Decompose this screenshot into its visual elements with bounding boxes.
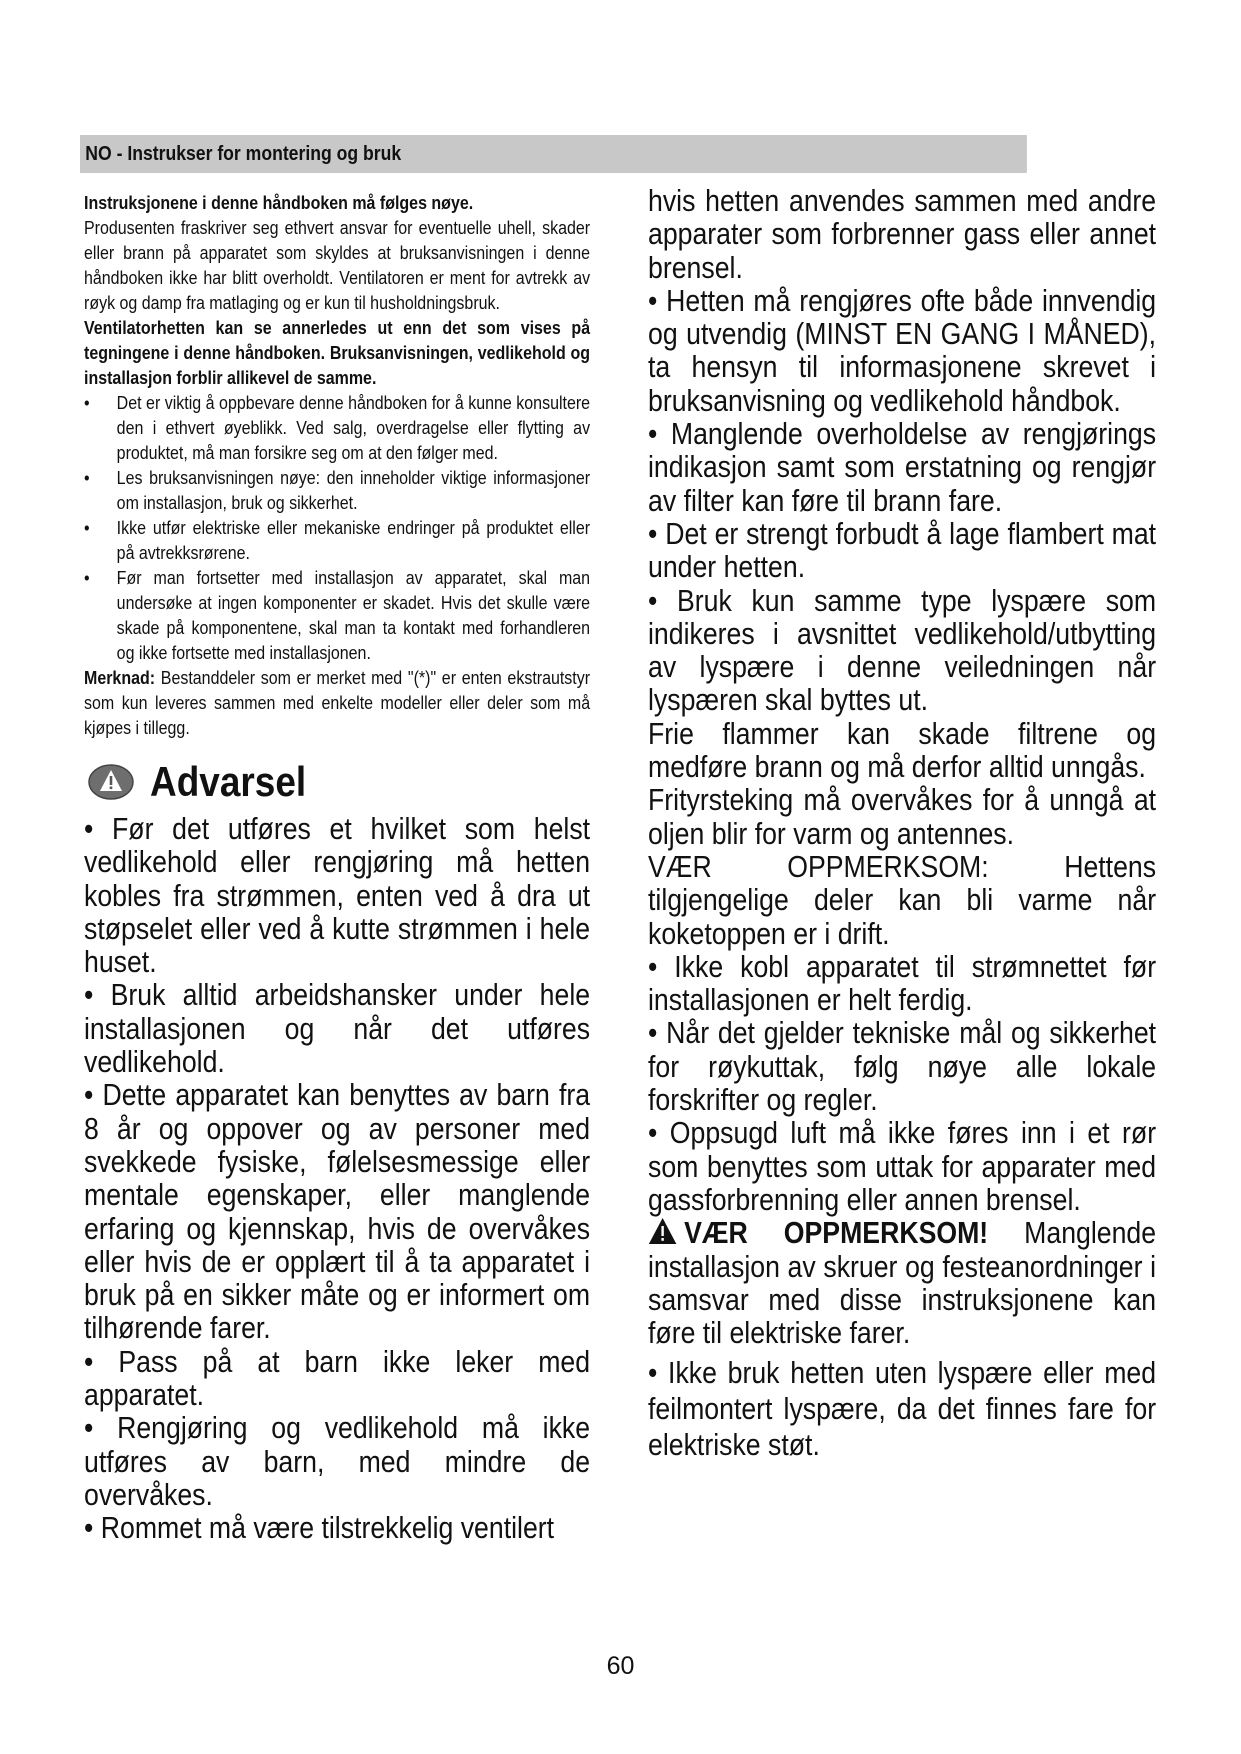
right-column	[648, 184, 1156, 1463]
paragraph: • Bruk kun samme type lyspære som indikeres i avsnittet vedlikehold/utbytting av lyspære i denne veiledningen når lyspæren skal byttes ut.	[648, 582, 1157, 718]
warning-icon	[88, 764, 134, 800]
list-item: • Les bruksanvisningen nøye: den inneholder viktige informasjoner om installasjon, bruk og sikkerhet.	[84, 467, 591, 513]
paragraph: • Det er strengt forbudt å lage flambert mat under hetten.	[648, 515, 1157, 585]
section-header	[80, 135, 1027, 173]
note-label: Merknad:	[84, 667, 156, 688]
caution-text: Manglende installasjon av skruer og festeanordninger i samsvar med disse instruksjonene kan føre til elektriske farer.	[648, 1215, 1157, 1351]
warning-item: • Bruk alltid arbeidshansker under hele installasjonen og når det utføres vedlikehold.	[84, 977, 591, 1080]
note-text: Bestanddeler som er merket med "(*)" er enten ekstrautstyr som kun leveres sammen med enkelte modeller eller deler som må kjøpes i tillegg.	[84, 667, 591, 738]
page-number: 60	[606, 1652, 635, 1680]
warning-item: • Før det utføres et hvilket som helst vedlikehold eller rengjøring må hetten kobles fra strømmen, enten ved å dra ut støpselet eller ved å kutte strømmen i hele huset.	[84, 811, 591, 980]
paragraph: • Ikke kobl apparatet til strømnettet før installasjonen er helt ferdig.	[648, 948, 1157, 1018]
paragraph: • Manglende overholdelse av rengjørings indikasjon samt som erstatning og rengjør av filter kan føre til brann fare.	[648, 416, 1157, 518]
list-item: • Ikke utfør elektriske eller mekaniske endringer på produktet eller på avtrekksrørene.	[84, 517, 591, 563]
warning-list	[84, 812, 590, 1545]
caution-label: VÆR OPPMERKSOM!	[684, 1215, 989, 1251]
intro-bold: Instruksjonene i denne håndboken må følges nøye.	[84, 192, 474, 213]
section-title: NO - Instrukser for montering og bruk	[85, 143, 402, 165]
paragraph: • Oppsugd luft må ikke føres inn i et rør som benyttes som uttak for apparater med gassforbrenning eller annen brensel.	[648, 1115, 1157, 1217]
warning-title: Advarsel	[150, 758, 307, 805]
note	[84, 665, 590, 740]
warning-item: • Rommet må være tilstrekkelig ventilert	[84, 1510, 555, 1546]
warning-item: • Pass på at barn ikke leker med apparatet.	[84, 1343, 591, 1413]
caution-triangle-icon	[648, 1217, 677, 1245]
list-item-text: Det er viktig å oppbevare denne håndboken for å kunne konsultere den i ethvert øyeblikk. Ved salg, overdragelse eller flytting av produktet, må man forsikre seg om at den følger med.	[116, 392, 591, 463]
list-item: • Det er viktig å oppbevare denne håndboken for å kunne konsultere den i ethvert øyeblikk. Ved salg, overdragelse eller flytting av produktet, må man forsikre seg om at den følger med.	[84, 392, 591, 463]
warning-item: • Dette apparatet kan benyttes av barn fra 8 år og oppover og av personer med svekkede fysiske, følelsesmessige eller mentale egenskaper, eller manglende erfaring og kjennskap, hvis de overvåkes eller hvis de er opplært til å ta apparatet i bruk på en sikker måte og er informert om tilhørende farer.	[84, 1077, 591, 1346]
intro-block	[84, 190, 590, 740]
intro-text: Produsenten fraskriver seg ethvert ansvar for eventuelle uhell, skader eller brann på apparatet som skyldes at bruksanvisningen i denne håndboken ikke har blitt overholdt. Ventilatoren er ment for avtrekk av røyk og damp fra matlaging og er kun til husholdningsbruk.	[84, 217, 591, 313]
paragraph: Frityrsteking må overvåkes for å unngå at oljen blir for varm og antennes.	[648, 782, 1157, 851]
left-column	[84, 190, 590, 1545]
paragraph: Frie flammer kan skade filtrene og medføre brann og må derfor alltid unngås.	[648, 715, 1157, 785]
paragraph: • Når det gjelder tekniske mål og sikkerhet for røykuttak, følg nøye alle lokale forskrifter og regler.	[648, 1015, 1157, 1118]
paragraph: VÆR OPPMERKSOM: Hettens tilgjengelige deler kan bli varme når koketoppen er i drift.	[648, 848, 1157, 951]
list-item-text: Ikke utfør elektriske eller mekaniske endringer på produktet eller på avtrekksrørene.	[116, 517, 591, 563]
paragraph: • Hetten må rengjøres ofte både innvendig og utvendig (MINST EN GANG I MÅNED), ta hensyn til informasjonene skrevet i bruksanvisning og vedlikehold håndbok.	[648, 282, 1157, 418]
paragraph: • Ikke bruk hetten uten lyspære eller med feilmontert lyspære, da det finnes fare for elektriske støt.	[648, 1355, 1157, 1463]
warning-item: • Rengjøring og vedlikehold må ikke utføres av barn, med mindre de overvåkes.	[84, 1410, 591, 1512]
list-item-text: Før man fortsetter med installasjon av apparatet, skal man undersøke at ingen komponenter er skadet. Hvis det skulle være skade på komponentene, skal man ta kontakt med forhandleren og ikke fortsette med installasjonen.	[116, 567, 591, 663]
paragraph: hvis hetten anvendes sammen med andre apparater som forbrenner gass eller annet brensel.	[648, 183, 1157, 285]
caution-paragraph	[648, 1216, 1156, 1349]
list-item: • Før man fortsetter med installasjon av apparatet, skal man undersøke at ingen komponenter er skadet. Hvis det skulle være skade på komponentene, skal man ta kontakt med forhandleren og ikke fortsette med installasjonen.	[84, 567, 591, 663]
list-item-text: Les bruksanvisningen nøye: den inneholder viktige informasjoner om installasjon, bruk og sikkerhet.	[116, 467, 591, 513]
warning-heading	[84, 758, 590, 806]
intro-bold-2: Ventilatorhetten kan se annerledes ut enn det som vises på tegningene i denne håndboken. Bruksanvisningen, vedlikehold og installasjon forblir allikevel de samme.	[84, 317, 591, 388]
